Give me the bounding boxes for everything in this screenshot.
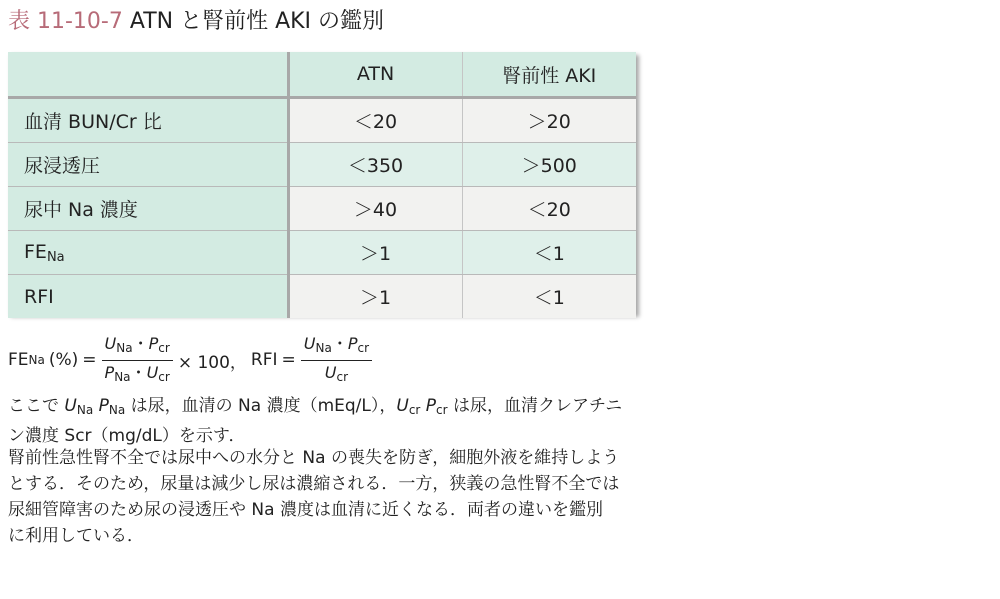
cell-prerenal: ＞500 [462,143,636,187]
paragraph-line: 腎前性急性腎不全では尿中への水分と Na の喪失を防ぎ，細胞外液を維持しよう [8,448,620,468]
fe-unit: (%) [48,350,79,370]
rfi-symbol: RFI [250,350,278,370]
fe-times: × 100， [177,352,247,373]
table-caption: ATN と腎前性 AKI の鑑別 [129,9,385,34]
table-row [8,231,636,275]
cell-prerenal: ＞20 [462,98,636,143]
definition-note [8,393,648,449]
paragraph-line: 尿細管障害のため尿の浸透圧や Na 濃度は血清に近くなる．両者の違いを鑑別 [8,500,603,520]
fe-label: FE [24,240,47,263]
fe-numerator: UNa・Pcr [102,334,173,361]
header-prerenal-aki: 腎前性 AKI [462,52,636,98]
note-line-1: ここで UNa PNa は尿，血清の Na 濃度（mEq/L），Ucr Pcr は尿，血清クレアチニ [8,396,623,417]
header-atn: ATN [288,52,462,98]
cell-atn: ＜350 [288,143,462,187]
rfi-denominator: Ucr [324,362,349,384]
rfi-numerator: UNa・Pcr [301,334,372,361]
fe-fraction [102,334,173,387]
cell-prerenal: ＜20 [462,187,636,231]
fe-label-sub: Na [46,249,65,265]
fe-equals: = [82,350,97,370]
cell-prerenal: ＜1 [462,231,636,275]
fe-denominator: PNa・Ucr [104,362,170,384]
header-empty [8,52,288,98]
row-label: RFI [8,275,288,319]
table-title [8,6,384,38]
explanation-paragraph [8,445,648,549]
cell-atn: ＞40 [288,187,462,231]
table-row [8,98,636,143]
paragraph-line: に利用している． [8,526,144,546]
table-number: 表 11-10-7 [8,9,123,34]
cell-atn: ＞1 [288,231,462,275]
cell-atn: ＜20 [288,98,462,143]
row-label: 血清 BUN/Cr 比 [8,98,288,143]
paragraph-line: とする．そのため，尿量は減少し尿は濃縮される．一方，狭義の急性腎不全では [8,474,620,494]
rfi-equals: = [281,350,296,370]
table-header-row [8,52,636,98]
table-row [8,187,636,231]
cell-prerenal: ＜1 [462,275,636,319]
row-label [8,231,288,275]
cell-atn: ＞1 [288,275,462,319]
formula-line [8,334,648,386]
note-line-2: ン濃度 Scr（mg/dL）を示す． [8,426,246,446]
rfi-fraction [301,334,372,387]
row-label: 尿中 Na 濃度 [8,187,288,231]
comparison-table [8,52,636,314]
row-label: 尿浸透圧 [8,143,288,187]
fe-symbol-sub: Na [28,353,45,367]
fe-symbol: FE [8,350,29,370]
table-row [8,275,636,319]
table-row [8,143,636,187]
